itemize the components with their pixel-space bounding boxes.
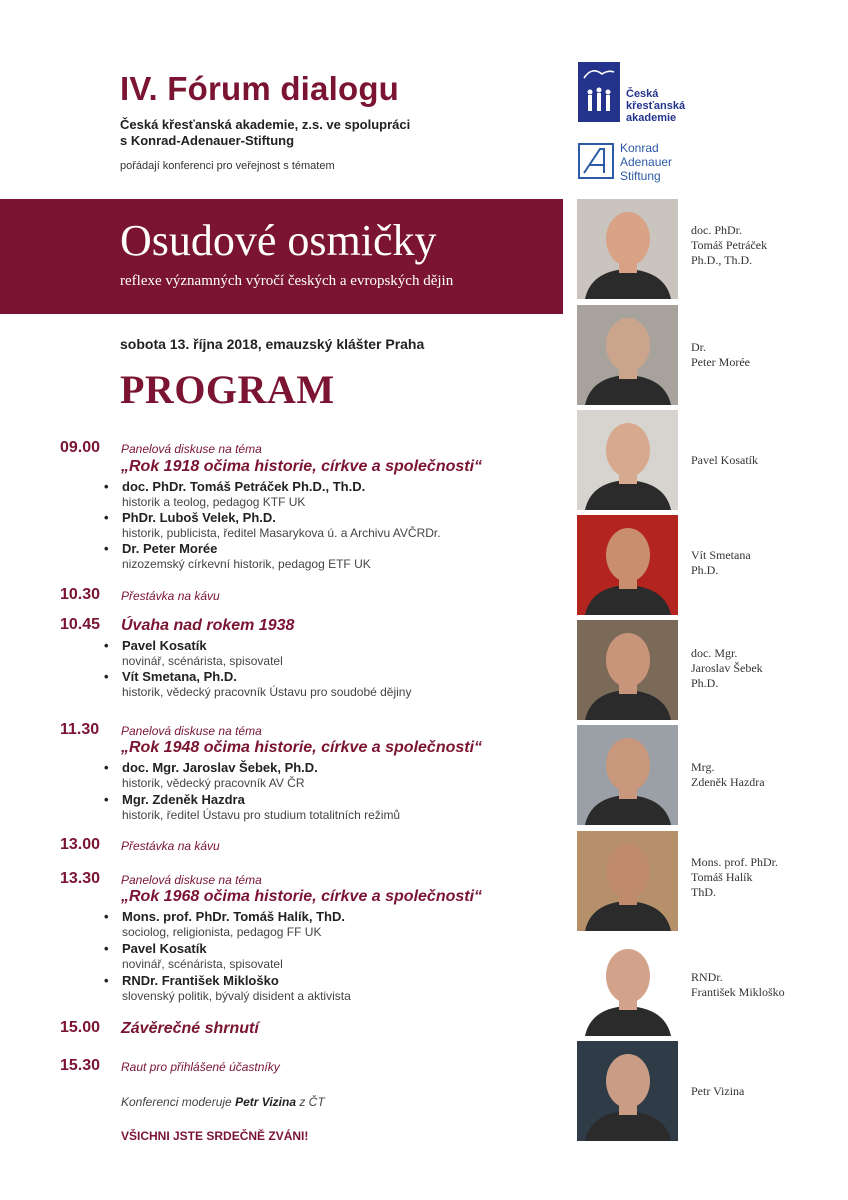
coffee-break: Přestávka na kávu [121,839,220,853]
speaker-description: nizozemský církevní historik, pedagog ETF UK [122,557,371,571]
speaker-caption-line: Mrg. [691,760,715,774]
conference-subtitle: reflexe významných výročí českých a evropských dějin [120,273,454,289]
speaker-caption-line: Peter Morée [691,355,750,369]
panel-topic: „Rok 1918 očima historie, církve a společnosti“ [121,458,483,475]
speaker-caption [691,548,751,578]
program-time: 10.30 [60,586,101,603]
speaker-caption-line: Vít Smetana [691,548,751,562]
speaker-name: • RNDr. František Mikloško [104,973,279,988]
cka-logo-icon [578,62,620,122]
speaker-caption-line: doc. PhDr. [691,223,742,237]
portrait-icon [577,1041,678,1141]
panel-topic: „Rok 1968 očima historie, církve a společnosti“ [121,888,483,905]
speaker-caption-line: Tomáš Halík [691,870,753,884]
organizer-line: s Konrad-Adenauer-Stiftung [120,133,295,148]
panel-label: Panelová diskuse na téma [121,873,262,887]
portrait-icon [577,725,678,825]
speaker-caption-line: Tomáš Petráček [691,238,768,252]
forum-title: IV. Fórum dialogu [120,70,400,107]
speaker-photo [577,199,678,299]
speaker-caption-line: Ph.D., Th.D. [691,253,753,267]
moderator-line: Konferenci moderuje Petr Vizina z ČT [121,1095,325,1109]
speaker-photo [577,1041,678,1141]
speaker-photo [577,620,678,720]
kas-logo [578,143,614,179]
closing-summary: Závěrečné shrnutí [121,1020,259,1037]
panel-topic: Úvaha nad rokem 1938 [121,617,295,634]
speaker-caption-line: Ph.D. [691,676,719,690]
panel-label: Panelová diskuse na téma [121,724,262,738]
speaker-caption [691,340,750,370]
speaker-caption-line: Zdeněk Hazdra [691,775,765,789]
speaker-name: • Mons. prof. PhDr. Tomáš Halík, ThD. [104,909,345,924]
portrait-icon [577,199,678,299]
speaker-caption [691,453,758,468]
portrait-icon [577,515,678,615]
program-time: 09.00 [60,439,101,456]
speaker-name: • Pavel Kosatík [104,638,207,653]
program-heading: PROGRAM [120,367,335,412]
reception-label: Raut pro přihlášené účastníky [121,1060,280,1074]
conference-title: Osudové osmičky [120,216,437,265]
portrait-icon [577,620,678,720]
speaker-name: • Dr. Peter Morée [104,541,217,556]
speaker-name: • doc. Mgr. Jaroslav Šebek, Ph.D. [104,760,318,775]
speaker-caption-line: Mons. prof. PhDr. [691,855,779,869]
speaker-caption [691,646,763,691]
program-time: 15.00 [60,1019,101,1036]
speaker-name: • PhDr. Luboš Velek, Ph.D. [104,510,276,525]
panel-topic: „Rok 1948 očima historie, církve a společnosti“ [121,739,483,756]
speaker-description: slovenský politik, bývalý disident a aktivista [122,989,351,1003]
organizer-line: Česká křesťanská akademie, z.s. ve spolupráci [120,117,411,132]
portrait-icon [577,831,678,931]
portrait-icon [577,410,678,510]
coffee-break: Přestávka na kávu [121,589,220,603]
speaker-photo [577,936,678,1036]
speaker-caption-line: RNDr. [691,970,723,984]
portrait-icon [577,936,678,1036]
intro-line: pořádají konferenci pro veřejnost s tématem [120,160,335,172]
speaker-description: sociolog, religionista, pedagog FF UK [122,925,322,939]
cka-logo [578,62,620,122]
speaker-caption-line: Jaroslav Šebek [691,661,763,675]
speaker-caption-line: Dr. [691,340,706,354]
speaker-name: • Pavel Kosatík [104,941,207,956]
speaker-caption-line: František Mikloško [691,985,785,999]
speaker-name: • Mgr. Zdeněk Hazdra [104,792,245,807]
speaker-name: • Vít Smetana, Ph.D. [104,669,237,684]
speaker-photo [577,515,678,615]
portrait-icon [577,305,678,405]
speaker-photo [577,305,678,405]
program-time: 11.30 [60,721,100,738]
date-venue: sobota 13. října 2018, emauzský klášter Praha [120,336,425,352]
speaker-description: historik, vědecký pracovník Ústavu pro soudobé dějiny [122,685,412,699]
program-time: 15.30 [60,1057,101,1074]
cka-logo-text: Česká křesťanská akademie [626,88,686,124]
speaker-description: historik, publicista, ředitel Masarykova ú. a Archivu AVČRDr. [122,526,441,540]
speaker-caption [691,760,765,790]
speaker-description: novinář, scénárista, spisovatel [122,654,283,668]
speaker-description: historik, vědecký pracovník AV ČR [122,776,305,790]
speaker-caption-line: Petr Vizina [691,1084,745,1098]
kas-logo-icon [580,145,612,177]
invitation-text: VŠICHNI JSTE SRDEČNĚ ZVÁNI! [121,1129,309,1143]
program-time: 13.30 [60,870,101,887]
speaker-description: historik a teolog, pedagog KTF UK [122,495,306,509]
speaker-name: • doc. PhDr. Tomáš Petráček Ph.D., Th.D. [104,479,365,494]
speaker-caption-line: doc. Mgr. [691,646,738,660]
speaker-description: historik, ředitel Ústavu pro studium totalitních režimů [122,808,401,822]
speaker-caption-line: ThD. [691,885,716,899]
speaker-caption-line: Pavel Kosatík [691,453,758,467]
speaker-description: novinář, scénárista, spisovatel [122,957,283,971]
speaker-photo [577,831,678,931]
speaker-caption [691,1084,744,1099]
speaker-photo [577,410,678,510]
speaker-caption [691,855,778,900]
program-time: 10.45 [60,616,101,633]
speaker-caption-line: Ph.D. [691,563,719,577]
speaker-caption [691,970,785,1000]
panel-label: Panelová diskuse na téma [121,442,262,456]
program-time: 13.00 [60,836,101,853]
speaker-photo [577,725,678,825]
kas-logo-text: Konrad Adenauer Stiftung [620,141,673,183]
speaker-caption [691,223,767,268]
